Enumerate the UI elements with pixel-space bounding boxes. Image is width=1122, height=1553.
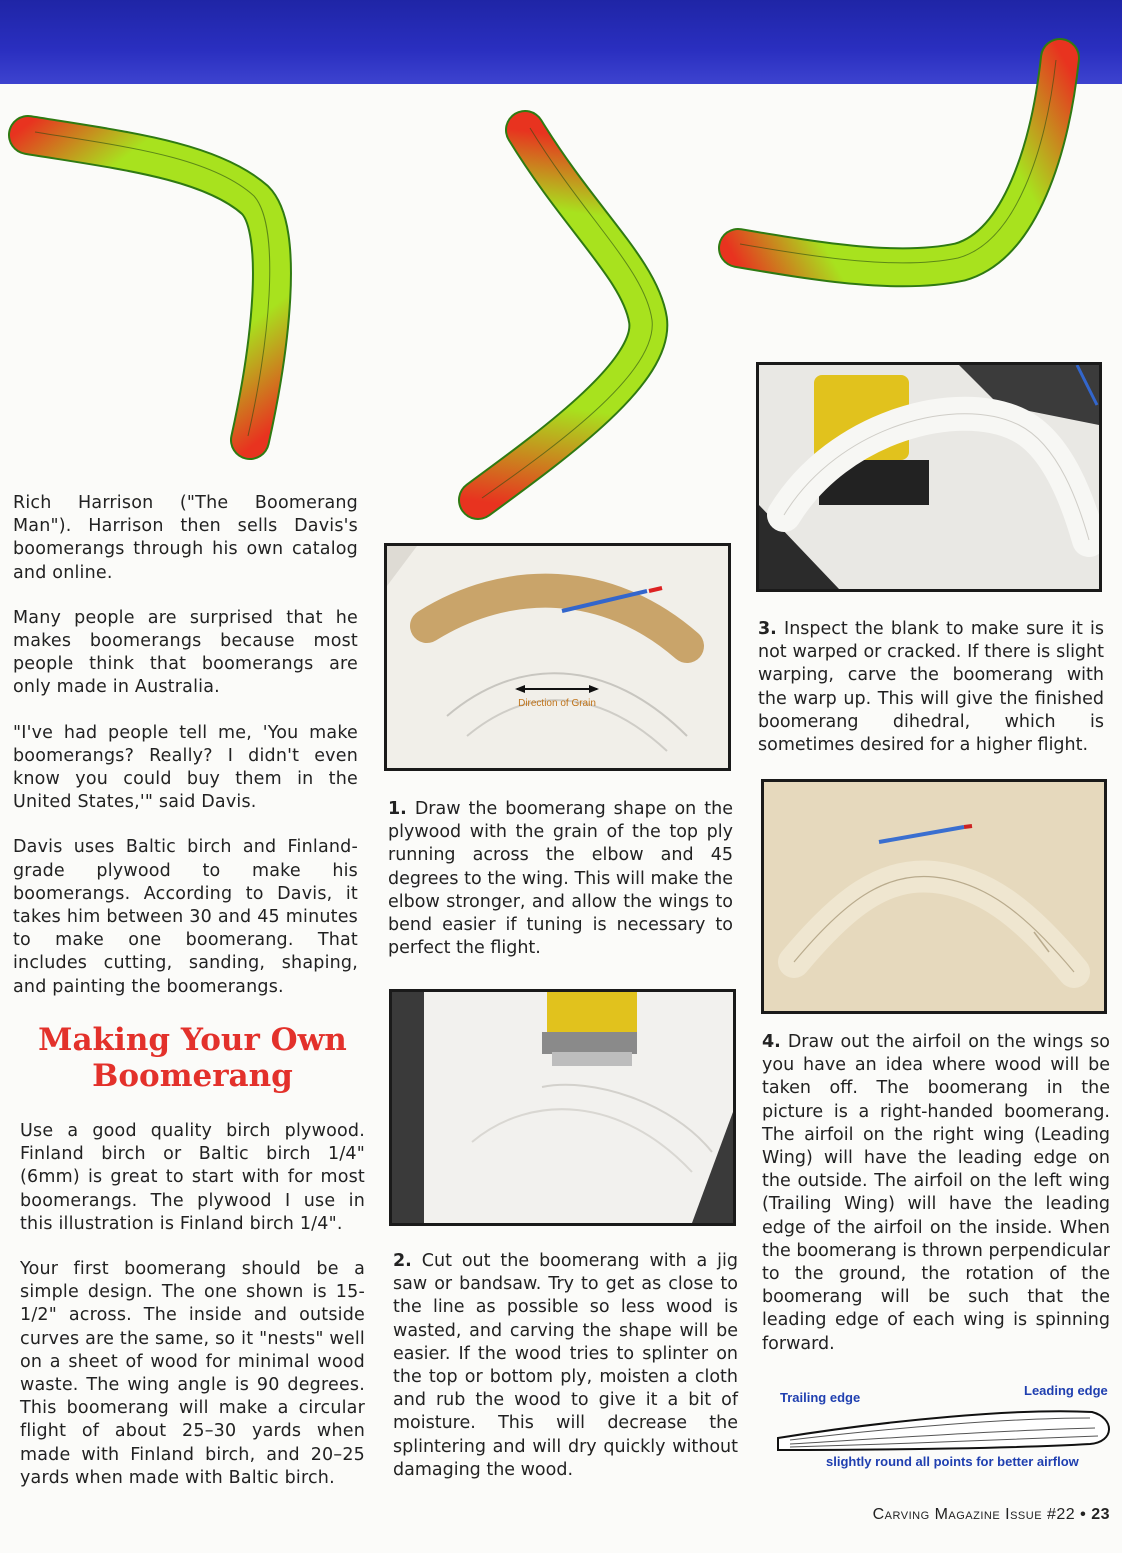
boomerang-2 (478, 128, 652, 500)
paragraph: Davis uses Baltic birch and Finland-grade plywood to make his boomerangs. According to Davis, it takes him between 30 and 45 minutes to make one boomerang. That includes cutting, sanding, shaping, and painting the boomerangs. (13, 837, 358, 997)
magazine-name: Carving Magazine Issue (872, 1506, 1043, 1523)
caption-step-2 (393, 1250, 738, 1482)
photo-step-1 (384, 543, 731, 771)
airfoil-diagram (770, 1378, 1115, 1478)
photo-step-2 (389, 989, 736, 1226)
paragraph: "I've had people tell me, 'You make boomerangs? Really? I didn't even know you could buy them in the United States,'" said Davis. (13, 722, 358, 813)
separator: • (1080, 1506, 1087, 1523)
paragraph: Many people are surprised that he makes boomerangs because most people think that boomerangs are only made in Australia. (13, 607, 358, 698)
heading-line-1: Making Your Own (38, 1022, 347, 1058)
step-number: 4. (762, 1032, 781, 1052)
grain-label: Direction of Grain (518, 698, 596, 709)
paragraph: Use a good quality birch plywood. Finland birch or Baltic birch 1/4" (6mm) is great to start with for most boomerangs. The plywood I use in this illustration is Finland birch 1/4". (20, 1121, 365, 1234)
caption-step-3 (758, 618, 1104, 757)
trailing-edge-label: Trailing edge (780, 1390, 861, 1405)
page-footer (873, 1506, 1110, 1524)
caption-step-4 (762, 1031, 1110, 1356)
issue-number: #22 (1046, 1506, 1076, 1523)
step-number: 1. (388, 799, 407, 819)
airfoil-note: slightly round all points for better airflow (826, 1454, 1079, 1469)
column-1-top (13, 492, 358, 999)
step-number: 3. (758, 619, 777, 639)
step-text: Cut out the boomerang with a jig saw or bandsaw. Try to get as close to the line as possible so less wood is wasted, and carving the shape will be easier. If the wood tries to splinter on the top or bottom ply, moisten a cloth and rub the wood to give it a bit of moisture. This will decrease the splintering and will dry quickly without damaging the wood. (393, 1251, 738, 1480)
boomerang-3 (738, 58, 1060, 267)
paragraph: Your first boomerang should be a simple design. The one shown is 15-1/2" across. The inside and outside curves are the same, so it "nests" well on a sheet of wood for minimal wood waste. The wing angle is 90 degrees. This boomerang will make a circular flight of about 25–30 yards when made with Finland birch, and 20–25 yards when made with Baltic birch. (20, 1259, 365, 1488)
column-1-bottom (20, 1120, 365, 1490)
leading-edge-label: Leading edge (1024, 1383, 1108, 1398)
paragraph: Rich Harrison ("The Boomerang Man"). Harrison then sells Davis's boomerangs through his own catalog and online. (13, 493, 358, 583)
caption-step-1 (388, 798, 733, 960)
section-heading (20, 1022, 365, 1094)
step-text: Draw the boomerang shape on the plywood with the grain of the top ply running across the elbow and 45 degrees to the wing. This will make the elbow stronger, and allow the wings to bend easier if tuning is necessary to perfect the flight. (388, 799, 733, 959)
step-text: Draw out the airfoil on the wings so you have an idea where wood will be taken off. The boomerang in the picture is a right-handed boomerang. The airfoil on the right wing (Leading Wing) will have the leading edge on the outside. The airfoil on the left wing (Trailing Wing) will have the leading edge of the airfoil on the inside. When the boomerang is thrown perpendicular to the ground, the rotation of the boomerang will be such that the leading edge of each wing is spinning forward. (762, 1032, 1110, 1354)
boomerang-1 (28, 132, 272, 440)
heading-line-2: Boomerang (92, 1058, 293, 1094)
photo-step-3 (756, 362, 1102, 592)
photo-step-4 (761, 779, 1107, 1014)
step-text: Inspect the blank to make sure it is not warped or cracked. If there is slight warping, carve the boomerang with the warp up. This will give the finished boomerang dihedral, which is sometimes desired for a higher flight. (758, 619, 1104, 756)
page-number: 23 (1091, 1506, 1110, 1523)
step-number: 2. (393, 1251, 412, 1271)
